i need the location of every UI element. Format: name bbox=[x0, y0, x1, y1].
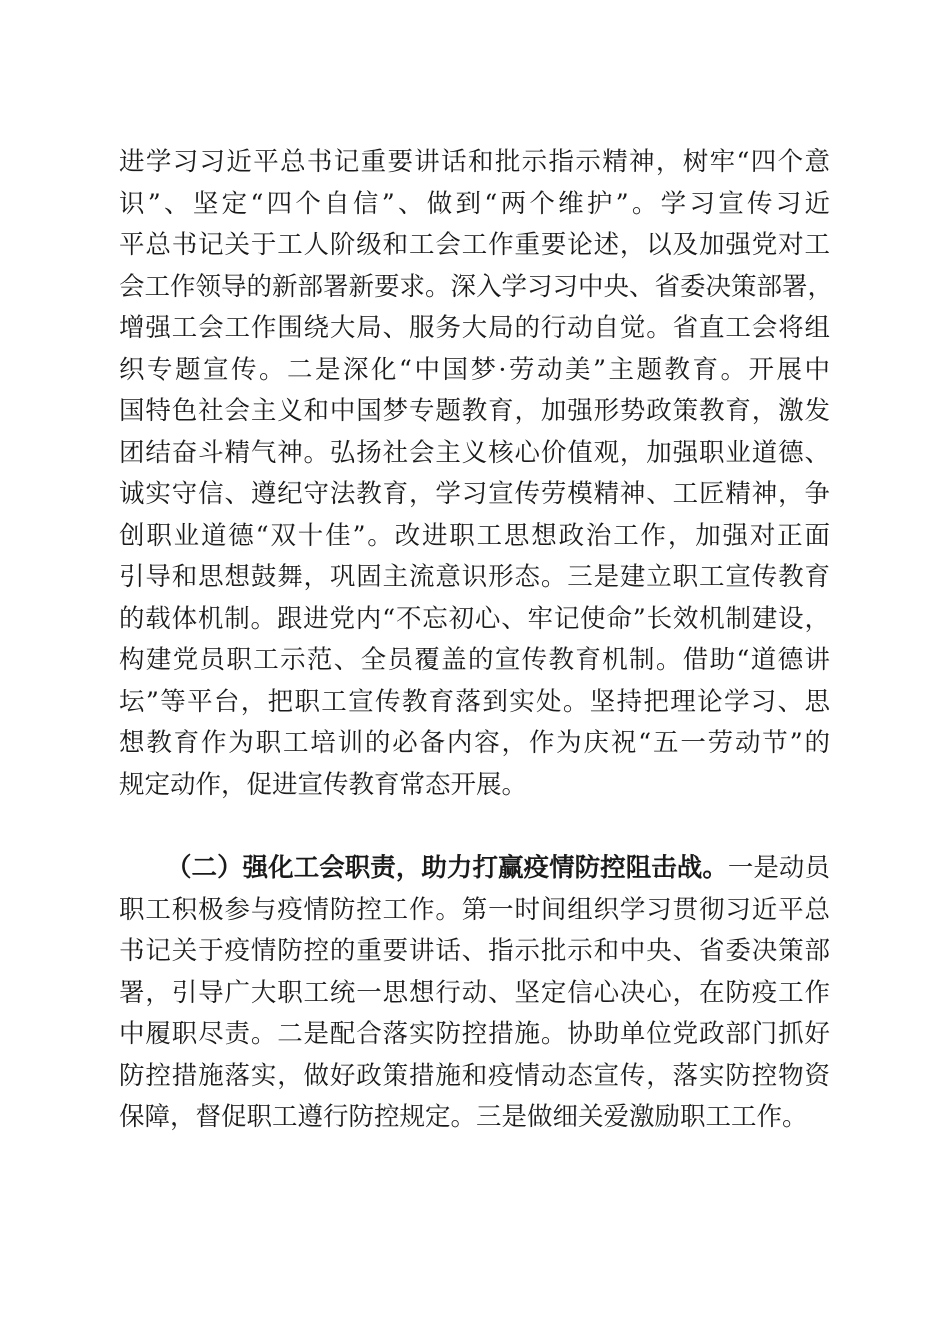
text-line: 署，引导广大职工统一思想行动、坚定信心决心，在防疫工作 bbox=[119, 977, 830, 1008]
text-run: 一是动员 bbox=[727, 853, 830, 883]
text-line: 引导和思想鼓舞，巩固主流意识形态。三是建立职工宣传教育 bbox=[119, 562, 830, 592]
text-line: 诚实守信、遵纪守法教育，学习宣传劳模精神、工匠精神，争 bbox=[119, 479, 830, 509]
text-line: 的载体机制。跟进党内“不忘初心、牢记使命”长效机制建设， bbox=[119, 603, 830, 634]
text-line: 职工积极参与疫情防控工作。第一时间组织学习贯彻习近平总 bbox=[119, 894, 830, 925]
text-line: 创职业道德“双十佳”。改进职工思想政治工作，加强对正面 bbox=[119, 520, 830, 551]
text-line: 防控措施落实，做好政策措施和疫情动态宣传，落实防控物资 bbox=[119, 1060, 830, 1091]
text-line: 保障，督促职工遵行防控规定。三是做细关爱激励职工工作。 bbox=[119, 1102, 808, 1132]
section-first-line bbox=[119, 848, 830, 890]
body-paragraph bbox=[119, 142, 834, 806]
text-line: 会工作领导的新部署新要求。深入学习习中央、省委决策部署， bbox=[119, 271, 834, 302]
text-line: 规定动作，促进宣传教育常态开展。 bbox=[119, 769, 528, 800]
text-line: 识”、坚定“四个自信”、做到“两个维护”。学习宣传习近 bbox=[119, 188, 830, 219]
text-line: 平总书记关于工人阶级和工会工作重要论述，以及加强党对工 bbox=[119, 230, 830, 260]
text-line: 团结奋斗精气神。弘扬社会主义核心价值观，加强职业道德、 bbox=[119, 437, 830, 468]
text-line: 国特色社会主义和中国梦专题教育，加强形势政策教育，激发 bbox=[119, 396, 830, 426]
text-line: 坛”等平台，把职工宣传教育落到实处。坚持把理论学习、思 bbox=[119, 686, 830, 717]
text-line: 中履职尽责。二是配合落实防控措施。协助单位党政部门抓好 bbox=[119, 1019, 830, 1049]
text-line: 织专题宣传。二是深化“中国梦·劳动美”主题教育。开展中 bbox=[119, 354, 830, 385]
text-line: 构建党员职工示范、全员覆盖的宣传教育机制。借助“道德讲 bbox=[119, 645, 830, 675]
text-line: 增强工会工作围绕大局、服务大局的行动自觉。省直工会将组 bbox=[119, 313, 830, 343]
section-paragraph bbox=[119, 848, 830, 1139]
text-line: 想教育作为职工培训的必备内容，作为庆祝“五一劳动节”的 bbox=[119, 728, 830, 758]
text-line: 进学习习近平总书记重要讲话和批示指示精神，树牢“四个意 bbox=[119, 147, 830, 177]
text-line: 书记关于疫情防控的重要讲话、指示批示和中央、省委决策部 bbox=[119, 936, 830, 966]
section-heading: （二）强化工会职责，助力打赢疫情防控阻击战。 bbox=[166, 853, 728, 883]
